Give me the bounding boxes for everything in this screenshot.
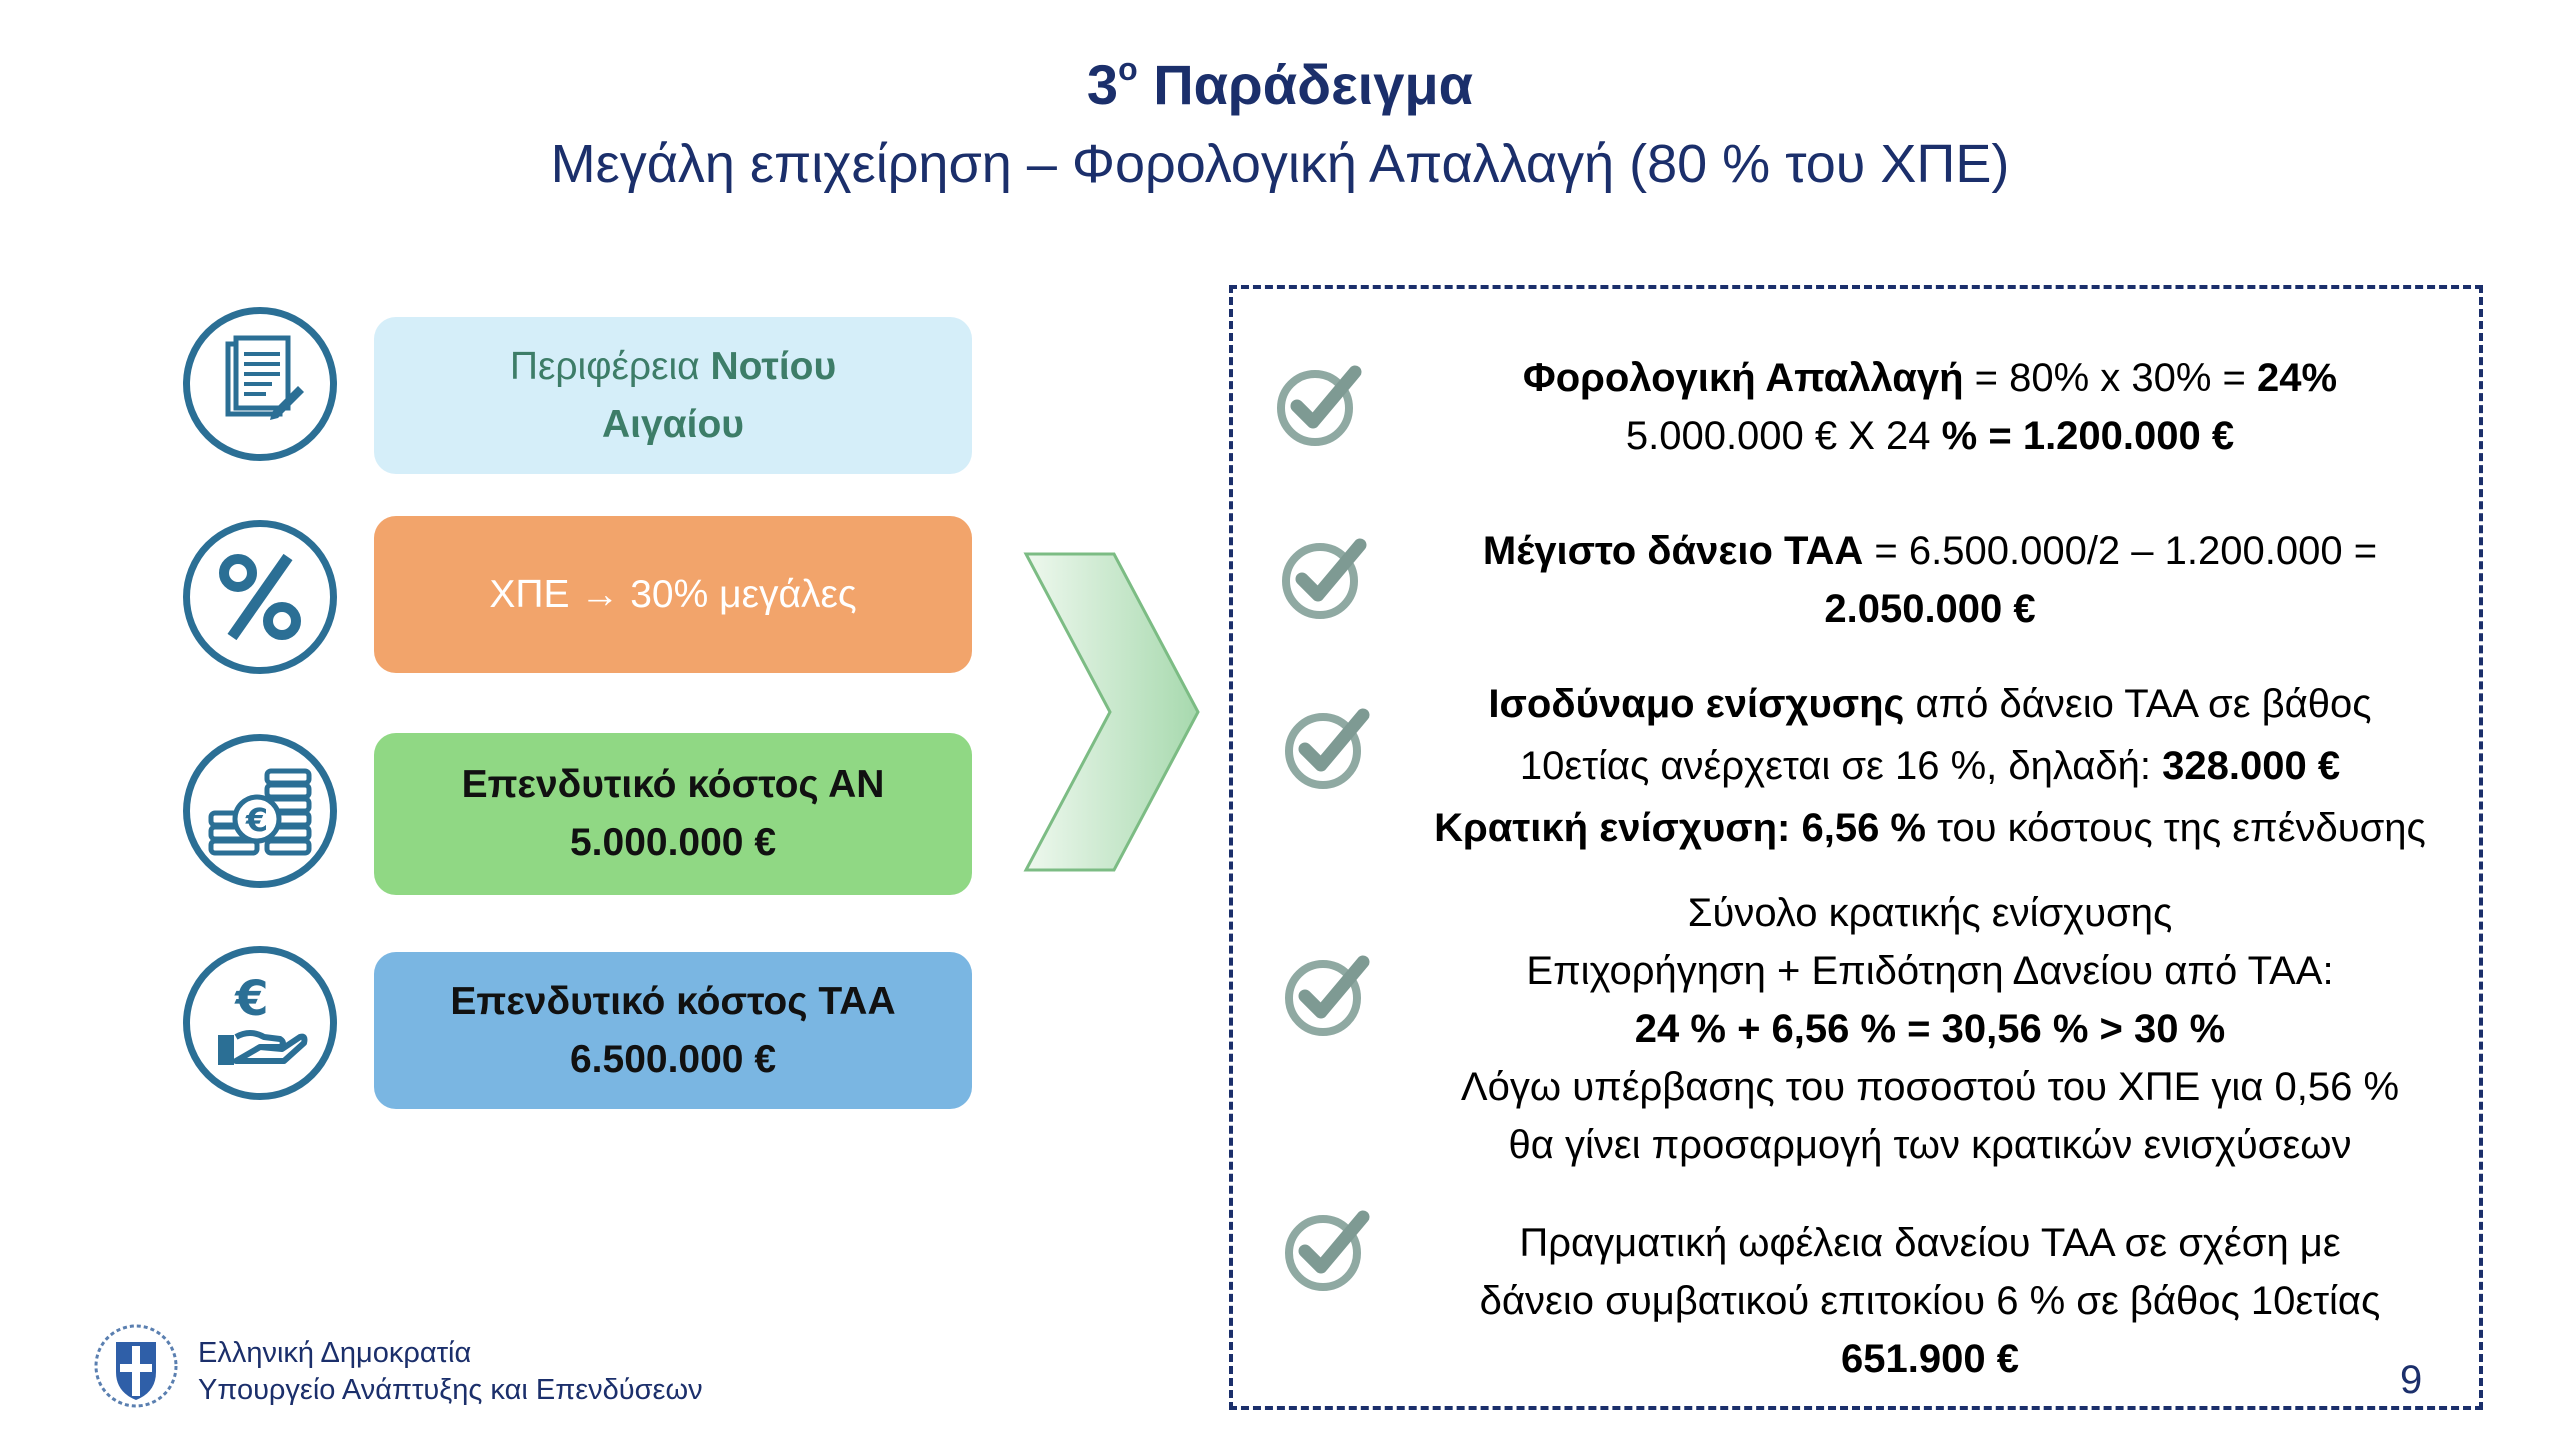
page-number: 9 [2400, 1358, 2423, 1402]
page-title: $3^o$ Παράδειγμα [1086, 51, 1474, 116]
tax-exemption-text: Φορολογική Απαλλαγή = 80% x 30% = 24% 5.000.000 € X 24 % = 1.200.000 € [1522, 356, 2338, 458]
footer-ministry: Υπουργείο Ανάπτυξης και Επενδύσεων [198, 1374, 703, 1406]
svg-text:€: € [235, 973, 269, 1027]
check-icon [1283, 703, 1373, 793]
chevron-right-icon [1022, 550, 1202, 875]
actual-benefit-text: Πραγματική ωφέλεια δανείου ΤΑΑ σε σχέση με δάνειο συμβατικού επιτοκίου 6 % σε βάθος 10ετίας 651.900 € [1479, 1221, 2381, 1381]
check-icon [1280, 533, 1370, 623]
greek-emblem-logo [92, 1322, 180, 1410]
hand-euro-icon [183, 946, 337, 1100]
investment-cost-taa-box: Επενδυτικό κόστος ΤΑΑ 6.500.000 € [374, 952, 972, 1109]
aid-equivalent-text: Ισοδύναμο ενίσχυσης από δάνειο ΤΑΑ σε βάθος 10ετίας ανέρχεται σε 16 %, δηλαδή: 328.000 € Κρατική ενίσχυση: 6,56 % του κόστους της επένδυσης [1434, 682, 2426, 850]
arrow-right-icon: → [580, 572, 620, 616]
check-icon [1283, 950, 1373, 1040]
euro-coins-icon [183, 734, 337, 888]
investment-cost-an-box: Επενδυτικό κόστος ΑΝ 5.000.000 € [374, 733, 972, 895]
percent-icon [183, 520, 337, 674]
svg-text:€: € [245, 801, 269, 839]
total-aid-text: Σύνολο κρατικής ενίσχυσης Επιχορήγηση + Επιδότηση Δανείου από ΤΑΑ: 24 % + 6,56 % = 30,56 % > 30 % Λόγω υπέρβασης του ποσοστού του ΧΠΕ για 0,56 % θα γίνει προσαρμογή των κρατικών ενισχύσεων [1460, 891, 2400, 1167]
page-subtitle: Μεγάλη επιχείρηση – Φορολογική Απαλλαγή (80 % του ΧΠΕ) [550, 134, 2010, 194]
footer-republic: Ελληνική Δημοκρατία [198, 1337, 472, 1369]
region-box: Περιφέρεια Νοτίου Αιγαίου [374, 317, 972, 474]
check-icon [1275, 360, 1365, 450]
max-loan-text: Μέγιστο δάνειο ΤΑΑ = 6.500.000/2 – 1.200.000 = 2.050.000 € [1482, 529, 2378, 631]
check-icon [1283, 1205, 1373, 1295]
document-pen-icon [183, 307, 337, 461]
xpe-box: ΧΠΕ → 30% μεγάλες [374, 516, 972, 673]
